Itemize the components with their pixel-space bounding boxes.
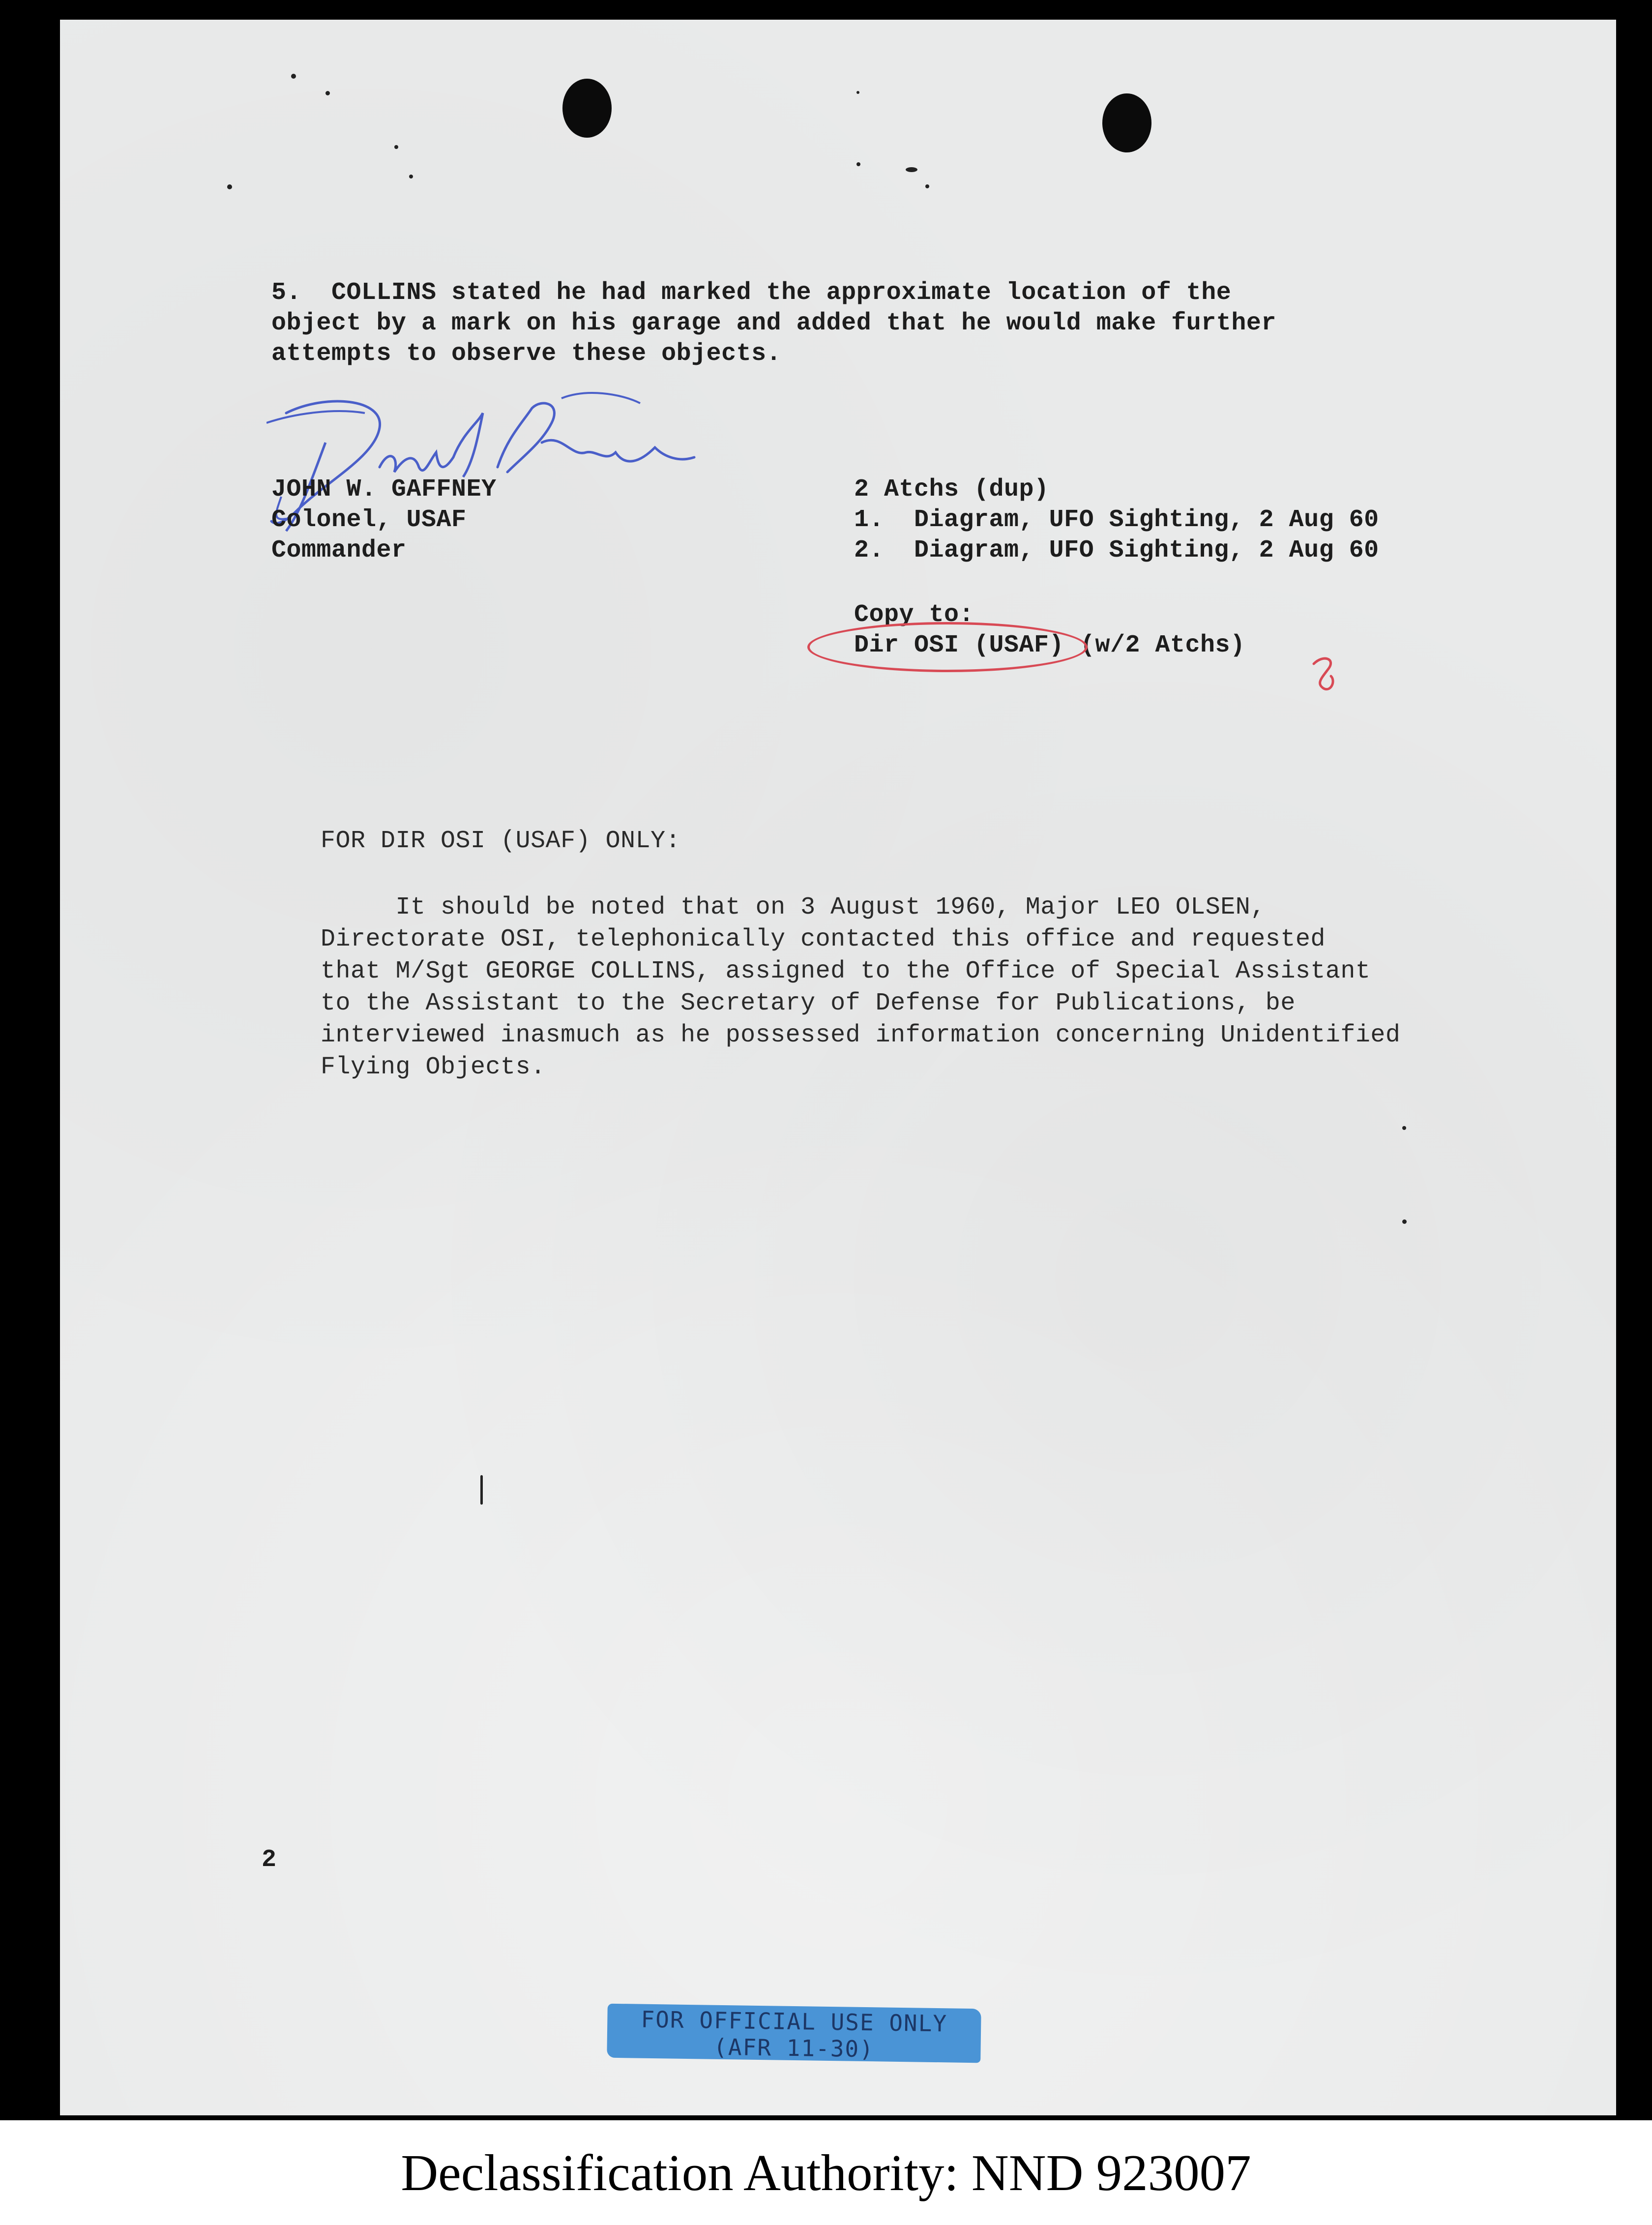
punch-hole-right: [1102, 93, 1151, 152]
paper-speck: [906, 167, 917, 172]
dir-osi-note-line-1: It should be noted that on 3 August 1960, Major LEO OLSEN,: [321, 893, 1266, 921]
paper-speck: [394, 145, 398, 149]
paper-speck: [856, 91, 859, 94]
attachment-item-1: 1. Diagram, UFO Sighting, 2 Aug 60: [854, 506, 1379, 534]
red-check-mark: [1309, 654, 1343, 693]
paper-speck: [227, 184, 232, 189]
declassification-footer: [0, 2120, 1652, 2225]
attachments-header: 2 Atchs (dup): [854, 475, 1049, 504]
page-number: 2: [262, 1846, 277, 1874]
paragraph-5-line-2: object by a mark on his garage and added that he would make further: [271, 309, 1276, 337]
official-use-stamp: [607, 2004, 981, 2063]
paper-speck: [1402, 1126, 1406, 1130]
dir-osi-note-line-3: that M/Sgt GEORGE COLLINS, assigned to the Office of Special Assistant: [321, 957, 1371, 985]
signer-rank: Colonel, USAF: [271, 506, 467, 534]
declassification-text: Declassification Authority: NND 923007: [401, 2144, 1251, 2201]
attachment-item-2: 2. Diagram, UFO Sighting, 2 Aug 60: [854, 536, 1379, 564]
copy-to-recipient: Dir OSI (USAF): [854, 631, 1064, 659]
red-pencil-circle: [807, 622, 1088, 672]
paper-speck: [925, 184, 929, 188]
paragraph-5-line-1: 5. COLLINS stated he had marked the approximate location of the: [271, 279, 1232, 307]
stamp-line-2: (AFR 11-30): [713, 2033, 875, 2063]
paper-speck: [1402, 1219, 1407, 1224]
signer-title: Commander: [271, 536, 407, 564]
dir-osi-note-line-4: to the Assistant to the Secretary of Defense for Publications, be: [321, 989, 1296, 1017]
signer-name: JOHN W. GAFFNEY: [271, 475, 497, 504]
paper-speck: [856, 162, 860, 166]
dir-osi-note-heading: FOR DIR OSI (USAF) ONLY:: [321, 827, 681, 855]
copy-to-label: Copy to:: [854, 601, 974, 629]
document-page: [60, 20, 1616, 2115]
stamp-line-1: FOR OFFICIAL USE ONLY: [641, 2006, 948, 2037]
copy-to-note: (w/2 Atchs): [1080, 631, 1245, 659]
dir-osi-note-line-6: Flying Objects.: [321, 1053, 546, 1081]
paper-speck: [480, 1475, 483, 1505]
dir-osi-note-line-5: interviewed inasmuch as he possessed information concerning Unidentified: [321, 1021, 1401, 1049]
paragraph-5-line-3: attempts to observe these objects.: [271, 340, 782, 368]
paper-speck: [409, 175, 413, 178]
dir-osi-note-line-2: Directorate OSI, telephonically contacted this office and requested: [321, 925, 1326, 953]
paper-speck: [325, 91, 330, 95]
punch-hole-left: [562, 79, 612, 138]
paper-speck: [291, 74, 296, 79]
